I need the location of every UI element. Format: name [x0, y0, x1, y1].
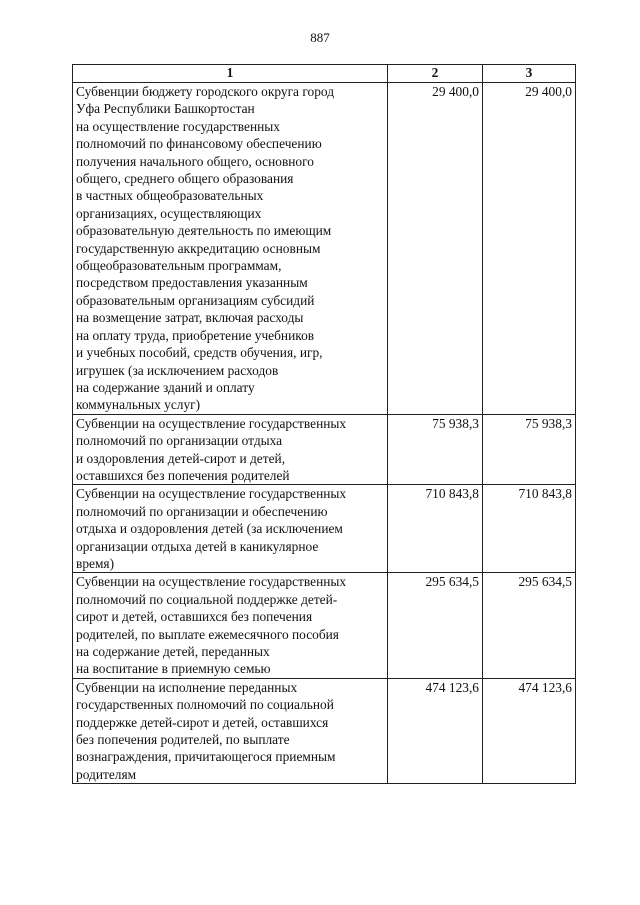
row-value-col-3: 29 400,0: [483, 83, 576, 415]
budget-table: [72, 64, 576, 784]
row-description: Субвенции бюджету городского округа город Уфа Республики Башкортостан на осуществление государственных полномочий по финансовому обеспечению получения начального общего, основного общего, среднего общего образования в частных общеобразовательных организациях, осуществляющих образовательную деятельность по имеющим государственную аккредитацию основным общеобразовательным программам, посредством предоставления указанным образовательным организациям субсидий на возмещение затрат, включая расходы на оплату труда, приобретение учебников и учебных пособий, средств обучения, игр, игрушек (за исключением расходов на содержание зданий и оплату коммунальных услуг): [73, 83, 388, 415]
table-body: [73, 83, 576, 784]
table-header: [73, 65, 576, 83]
table-row: [73, 573, 576, 678]
row-description: Субвенции на осуществление государственных полномочий по социальной поддержке детей- сирот и детей, оставшихся без попечения родителей, по выплате ежемесячного пособия на содержание детей, переданных на воспитание в приемную семью: [73, 573, 388, 678]
row-value-col-3: 474 123,6: [483, 678, 576, 783]
row-value-col-3: 75 938,3: [483, 414, 576, 485]
row-value-col-2: 474 123,6: [388, 678, 483, 783]
row-value-col-2: 710 843,8: [388, 485, 483, 573]
row-value-col-3: 710 843,8: [483, 485, 576, 573]
row-description: Субвенции на осуществление государственных полномочий по организации отдыха и оздоровления детей-сирот и детей, оставшихся без попечения родителей: [73, 414, 388, 485]
row-value-col-2: 295 634,5: [388, 573, 483, 678]
header-col-2: 2: [388, 65, 483, 83]
header-col-3: 3: [483, 65, 576, 83]
row-description: Субвенции на осуществление государственных полномочий по организации и обеспечению отдыха и оздоровления детей (за исключением организации отдыха детей в каникулярное время): [73, 485, 388, 573]
row-value-col-2: 29 400,0: [388, 83, 483, 415]
table-row: [73, 485, 576, 573]
page-number: 887: [310, 30, 330, 45]
row-description: Субвенции на исполнение переданных государственных полномочий по социальной поддержке детей-сирот и детей, оставшихся без попечения родителей, по выплате вознаграждения, причитающегося приемным родителям: [73, 678, 388, 783]
header-row: [73, 65, 576, 83]
row-value-col-3: 295 634,5: [483, 573, 576, 678]
table-row: [73, 678, 576, 783]
header-col-1: 1: [73, 65, 388, 83]
table-row: [73, 414, 576, 485]
table-row: [73, 83, 576, 415]
row-value-col-2: 75 938,3: [388, 414, 483, 485]
